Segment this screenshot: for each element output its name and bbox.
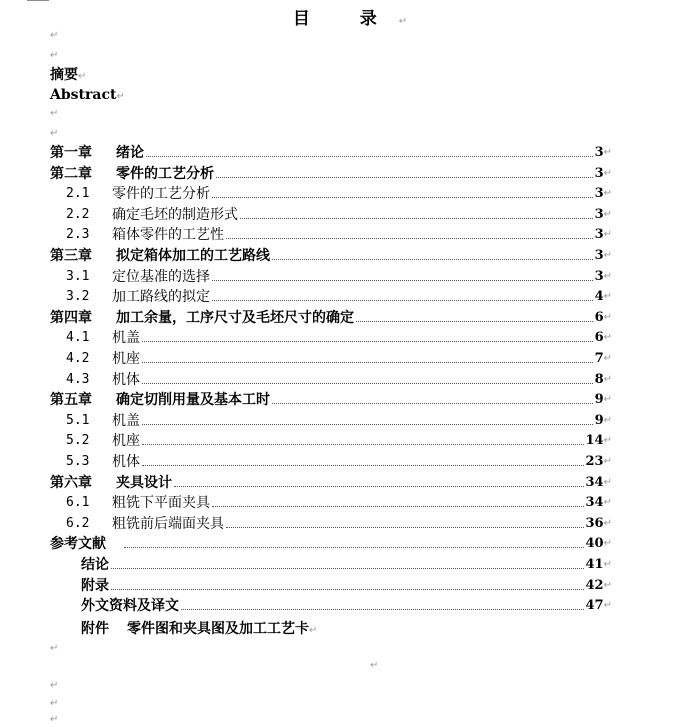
toc-entry-title: 加工路线的拟定	[112, 289, 210, 306]
toc-entry[interactable]	[66, 223, 612, 244]
toc-entry[interactable]	[66, 450, 612, 471]
toc-page-number: 6	[594, 309, 604, 325]
paragraph-mark: ↵	[603, 291, 612, 303]
toc-dot-leader	[212, 300, 593, 301]
toc-entry-title: 结论	[81, 557, 109, 573]
paragraph-mark: ↵	[50, 680, 59, 691]
paragraph-mark: ↵	[603, 229, 612, 241]
toc-entry-number: 5.2	[66, 433, 90, 449]
toc-entry[interactable]	[50, 162, 612, 183]
toc-entry-title: 机座	[112, 433, 140, 450]
toc-page-number: 3	[594, 268, 604, 284]
toc-title: 目 录↵	[292, 9, 408, 29]
toc-entry[interactable]	[50, 388, 612, 409]
toc-page-number: 3	[594, 145, 604, 160]
toc-page-number: 34	[585, 474, 604, 490]
toc-entry-title: 零件的工艺分析	[116, 165, 214, 182]
toc-entry-title: 绪论	[116, 145, 144, 161]
toc-dot-leader	[142, 424, 593, 425]
paragraph-mark: ↵	[603, 497, 612, 509]
toc-entry[interactable]	[81, 574, 612, 595]
toc-dot-leader	[212, 197, 593, 198]
page-corner-mark	[27, 0, 49, 1]
paragraph-mark: ↵	[603, 517, 612, 529]
toc-entry[interactable]	[50, 141, 612, 162]
toc-entry[interactable]	[66, 285, 612, 306]
paragraph-mark: ↵	[603, 311, 612, 323]
paragraph-mark: ↵	[603, 538, 612, 550]
toc-page-number: 23	[585, 454, 604, 469]
toc-entry-number: 第三章	[50, 248, 92, 264]
toc-dot-leader	[174, 486, 584, 487]
paragraph-mark: ↵	[603, 250, 612, 261]
paragraph-mark: ↵	[50, 698, 59, 709]
paragraph-mark: ↵	[50, 30, 59, 41]
toc-page-number: 14	[585, 433, 604, 449]
toc-entry-number: 2.1	[66, 186, 90, 202]
paragraph-mark: ↵	[50, 50, 59, 61]
toc-entry[interactable]	[66, 429, 612, 450]
toc-entry[interactable]	[81, 553, 612, 574]
toc-entry-number: 6.2	[66, 515, 90, 531]
toc-entry-title: 粗铣下平面夹具	[112, 495, 210, 512]
toc-dot-leader	[212, 280, 593, 281]
toc-dot-leader	[142, 362, 593, 363]
toc-entry[interactable]	[66, 491, 612, 512]
toc-entry-title: 零件的工艺分析	[112, 186, 210, 203]
toc-entry-title: 确定毛坯的制造形式	[112, 206, 238, 223]
toc-page-number: 34	[585, 495, 604, 511]
toc-dot-leader	[142, 465, 584, 466]
toc-entry[interactable]	[66, 182, 612, 203]
toc-page-number: 9	[594, 392, 604, 408]
toc-entry[interactable]	[50, 244, 612, 265]
toc-entry-number: 第四章	[50, 309, 92, 326]
toc-dot-leader	[181, 609, 584, 610]
toc-entry-number: 6.1	[66, 495, 90, 511]
toc-entry[interactable]	[66, 326, 612, 347]
toc-entry-title: 箱体零件的工艺性	[112, 227, 224, 244]
toc-page-number: 6	[594, 330, 604, 346]
toc-entry-number: 第六章	[50, 474, 92, 491]
toc-entry[interactable]	[50, 306, 612, 327]
toc-entry-title: 外文资料及译文	[81, 598, 179, 615]
paragraph-mark: ↵	[50, 108, 59, 119]
toc-entry-number: 2.2	[66, 206, 90, 222]
toc-page-number: 41	[585, 557, 604, 572]
paragraph-mark: ↵	[603, 353, 612, 364]
paragraph-mark: ↵	[398, 16, 408, 27]
paragraph-mark: ↵	[603, 600, 612, 612]
toc-entry-number: 3.2	[66, 289, 90, 305]
paragraph-mark: ↵	[603, 147, 612, 158]
toc-dot-leader	[272, 259, 593, 260]
toc-entry-number: 第二章	[50, 165, 92, 182]
toc-entry[interactable]	[66, 203, 612, 224]
paragraph-mark: ↵	[603, 456, 612, 467]
paragraph-mark: ↵	[603, 373, 612, 385]
paragraph-mark: ↵	[50, 128, 59, 139]
toc-entry-title: 附录	[81, 577, 109, 594]
toc-page-number: 36	[585, 515, 604, 531]
toc-dot-leader	[111, 568, 584, 569]
toc-entry-number: 4.1	[66, 330, 90, 346]
toc-dot-leader	[272, 403, 593, 404]
paragraph-mark: ↵	[603, 476, 612, 488]
toc-entry-title: 机体	[112, 371, 140, 388]
toc-entry[interactable]	[66, 368, 612, 389]
toc-entry-number: 第一章	[50, 145, 92, 161]
paragraph-mark: ↵	[603, 435, 612, 447]
toc-page-number: 8	[594, 371, 604, 387]
toc-entry-title: 加工余量，工序尺寸及毛坯尺寸的确定	[116, 309, 354, 326]
toc-entry-title: 机座	[112, 351, 140, 367]
paragraph-mark: ↵	[603, 270, 612, 282]
toc-page-number: 3	[594, 165, 604, 181]
abstract-en-entry[interactable]: Abstract↵	[50, 87, 125, 103]
toc-dot-leader	[212, 506, 584, 507]
toc-entry-number: 4.2	[66, 351, 90, 366]
toc-entry[interactable]	[50, 471, 612, 492]
toc-entry-number: 第五章	[50, 392, 92, 409]
toc-dot-leader	[142, 383, 593, 384]
toc-entry-title: 拟定箱体加工的工艺路线	[116, 248, 270, 264]
attachment-entry[interactable]: 附件 零件图和夹具图及加工工艺卡↵	[81, 621, 318, 637]
toc-dot-leader	[111, 589, 584, 590]
toc-page-number: 3	[594, 186, 604, 202]
abstract-cn-entry[interactable]: 摘要↵	[50, 67, 87, 83]
paragraph-mark: ↵	[50, 643, 59, 654]
toc-entry[interactable]	[66, 265, 612, 286]
toc-entry[interactable]	[50, 532, 612, 553]
toc-entry-title: 粗铣前后端面夹具	[112, 515, 224, 532]
toc-page-number: 3	[594, 227, 604, 243]
toc-entry-number: 2.3	[66, 227, 90, 243]
toc-dot-leader	[124, 547, 584, 548]
toc-page-number: 47	[585, 598, 604, 614]
toc-page-number: 42	[585, 577, 604, 593]
toc-entry-title: 机体	[112, 454, 140, 470]
toc-page-number: 9	[594, 412, 604, 428]
toc-page-number: 7	[594, 351, 604, 366]
toc-page-number: 40	[585, 536, 604, 552]
toc-page-number: 3	[594, 206, 604, 222]
toc-entry-title: 机盖	[112, 330, 140, 347]
paragraph-mark: ↵	[603, 394, 612, 406]
toc-dot-leader	[356, 321, 593, 322]
toc-entry[interactable]	[66, 512, 612, 533]
paragraph-mark: ↵	[603, 208, 612, 220]
paragraph-mark: ↵	[370, 660, 379, 671]
toc-entry-number: 3.1	[66, 268, 90, 284]
paragraph-mark: ↵	[603, 579, 612, 591]
toc-entry-title: 机盖	[112, 412, 140, 429]
toc-dot-leader	[240, 218, 593, 219]
toc-entry-title: 参考文献	[50, 536, 106, 553]
toc-entry-number: 5.1	[66, 412, 90, 428]
toc-entry-title: 夹具设计	[116, 474, 172, 491]
paragraph-mark: ↵	[603, 167, 612, 179]
toc-page-number: 4	[594, 289, 604, 305]
toc-entry-title: 定位基准的选择	[112, 268, 210, 285]
toc-entry-title: 确定切削用量及基本工时	[116, 392, 270, 409]
paragraph-mark: ↵	[603, 188, 612, 200]
toc-page-number: 3	[594, 248, 604, 263]
toc-entry[interactable]	[81, 594, 612, 615]
toc-dot-leader	[142, 444, 584, 445]
toc-entry[interactable]	[66, 347, 612, 368]
toc-dot-leader	[226, 527, 584, 528]
toc-dot-leader	[146, 156, 593, 157]
paragraph-mark: ↵	[50, 714, 59, 725]
toc-dot-leader	[226, 238, 593, 239]
toc-entry-number: 5.3	[66, 454, 90, 469]
toc-entry[interactable]	[66, 409, 612, 430]
paragraph-mark: ↵	[603, 332, 612, 344]
toc-dot-leader	[216, 177, 593, 178]
toc-entry-number: 4.3	[66, 371, 90, 387]
toc-dot-leader	[142, 341, 593, 342]
paragraph-mark: ↵	[603, 414, 612, 426]
paragraph-mark: ↵	[603, 559, 612, 570]
